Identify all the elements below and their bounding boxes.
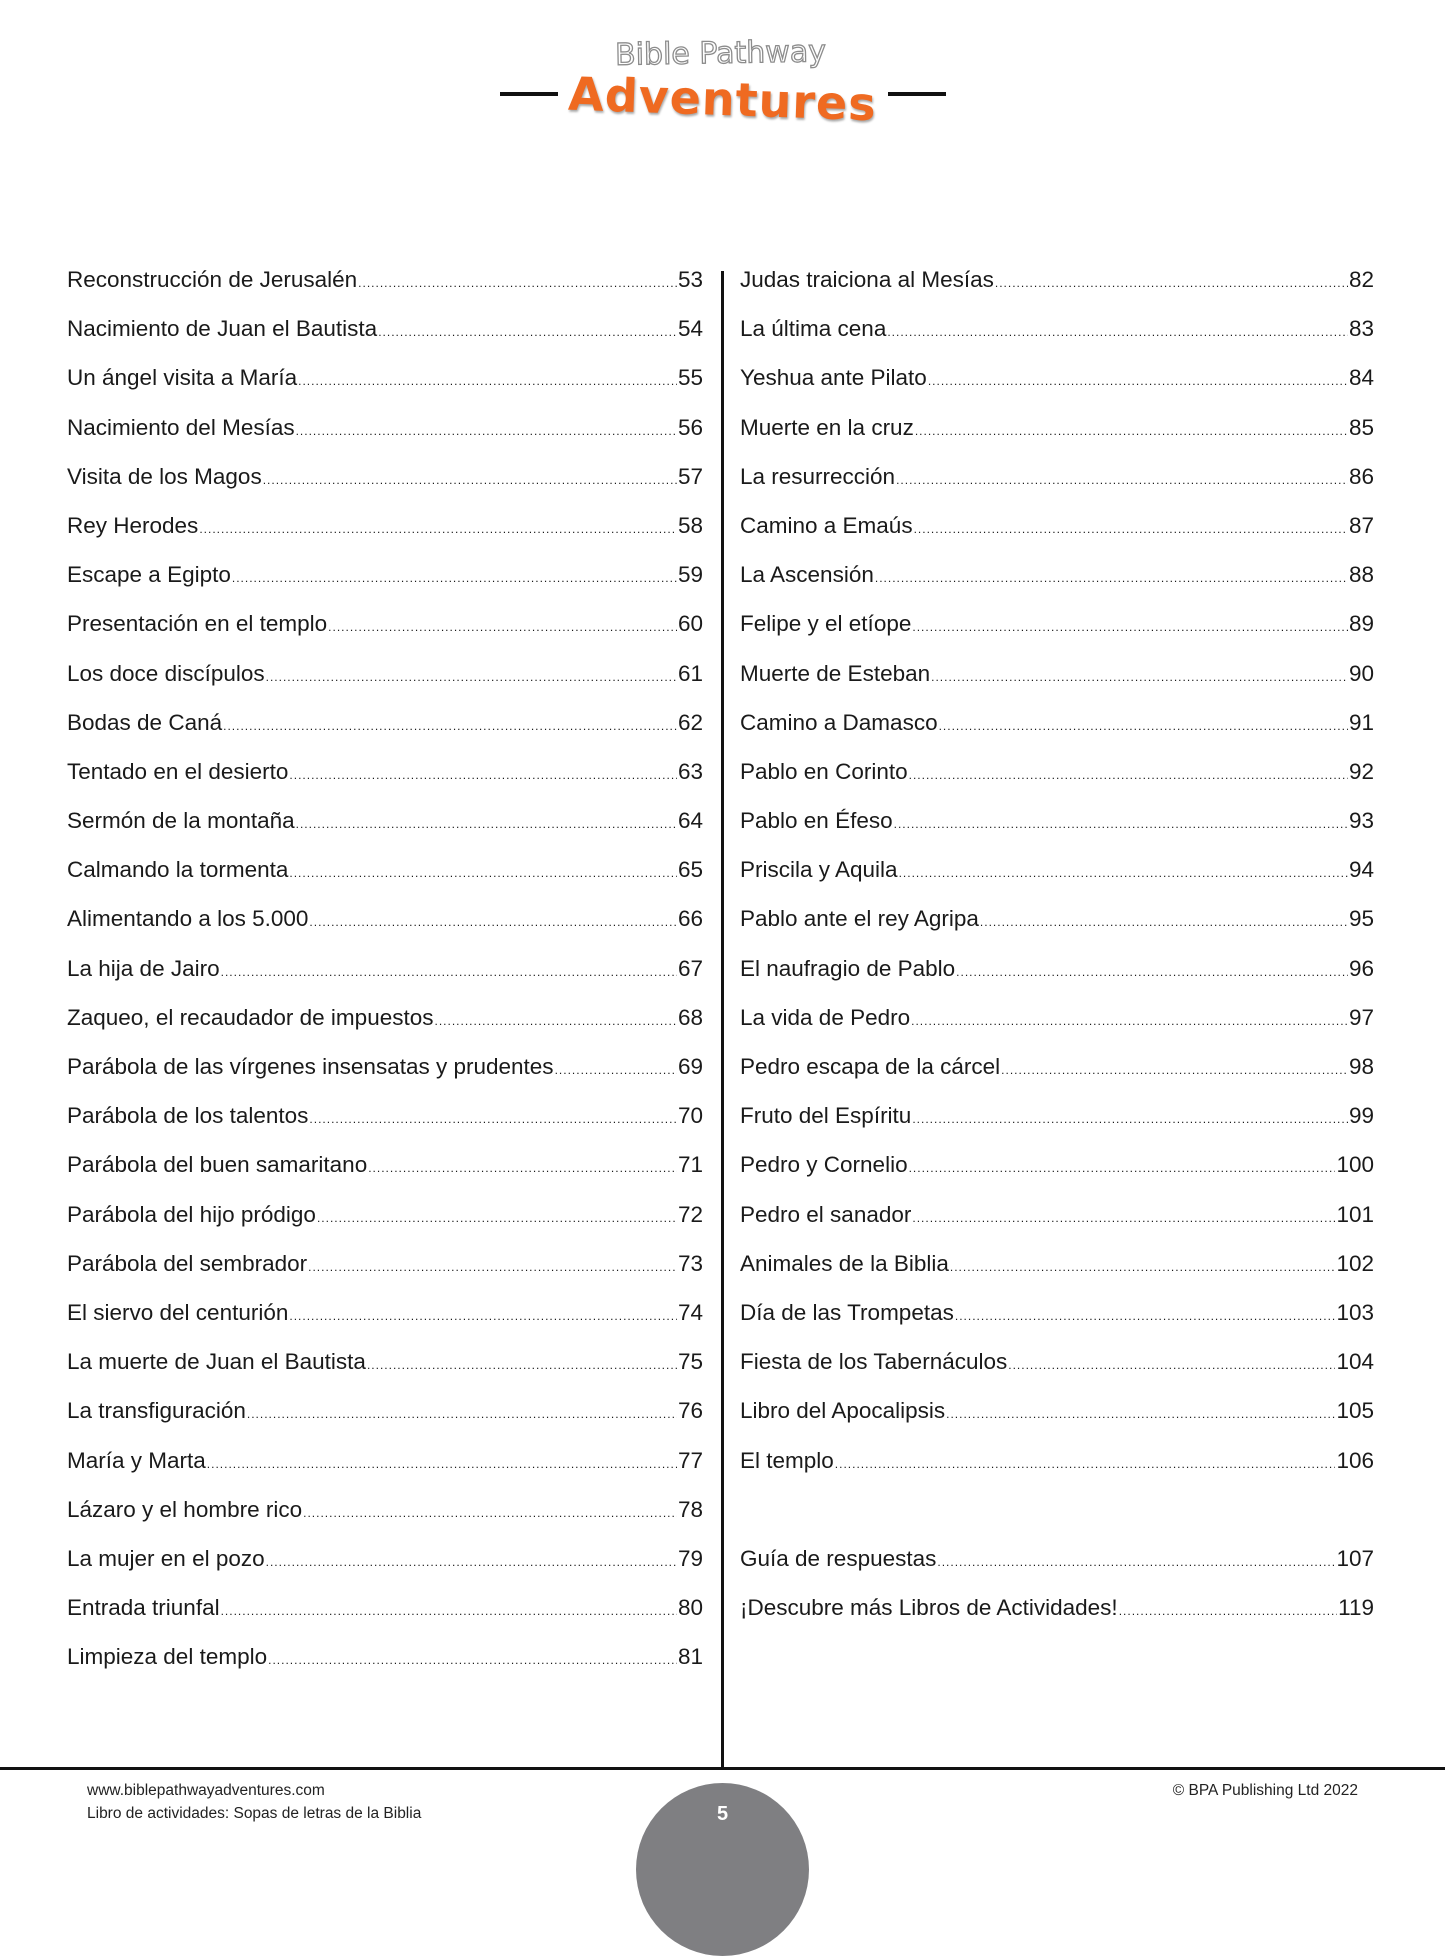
dot-leader: [308, 1249, 677, 1285]
dot-leader: [223, 708, 677, 744]
toc-entry-title: Limpieza del templo: [67, 1644, 268, 1670]
toc-entry-page: 95: [1348, 906, 1374, 932]
toc-entry[interactable]: [67, 1541, 703, 1590]
toc-entry-title: Yeshua ante Pilato: [740, 365, 927, 391]
toc-entry[interactable]: [67, 852, 703, 901]
toc-entry-title: La transfiguración: [67, 1398, 246, 1424]
dot-leader: [875, 560, 1348, 596]
toc-entry[interactable]: [740, 557, 1374, 606]
toc-entry[interactable]: [740, 1000, 1374, 1049]
dot-leader: [946, 1396, 1335, 1432]
toc-entry[interactable]: [67, 951, 703, 1000]
toc-entry-page: 82: [1348, 267, 1374, 292]
toc-entry[interactable]: [740, 1393, 1374, 1442]
toc-entry-title: Bodas de Caná: [67, 709, 223, 735]
toc-entry-page: 99: [1348, 1103, 1374, 1129]
toc-entry[interactable]: [740, 262, 1374, 311]
toc-entry-title: La resurrección: [740, 463, 896, 489]
toc-entry[interactable]: [67, 1295, 703, 1344]
dot-leader: [931, 659, 1348, 695]
toc-entry-title: La muerte de Juan el Bautista: [67, 1349, 366, 1375]
toc-entry[interactable]: [67, 1197, 703, 1246]
dot-leader: [199, 511, 677, 547]
toc-entry-title: Muerte en la cruz: [740, 414, 914, 440]
toc-entry[interactable]: [67, 1246, 703, 1295]
page-number: 5: [716, 1803, 729, 1825]
toc-entry-title: ¡Descubre más Libros de Actividades!: [740, 1595, 1118, 1621]
toc-entry-page: 72: [677, 1201, 703, 1227]
dot-leader: [298, 363, 677, 399]
toc-entry[interactable]: [740, 606, 1374, 655]
toc-entry-title: El siervo del centurión: [67, 1299, 289, 1325]
toc-entry-title: Felipe y el etíope: [740, 611, 912, 637]
dot-leader: [207, 1446, 677, 1482]
toc-entry-page: 63: [677, 758, 703, 784]
dot-leader: [912, 1200, 1335, 1236]
toc-entry-title: Alimentando a los 5.000: [67, 906, 309, 932]
toc-entry-title: Libro del Apocalipsis: [740, 1398, 946, 1424]
dot-leader: [995, 265, 1348, 301]
toc-entry-title: Muerte de Esteban: [740, 660, 931, 686]
toc-entry-page: 54: [677, 316, 703, 342]
dot-leader: [309, 1101, 677, 1137]
toc-entry-title: Parábola del sembrador: [67, 1250, 308, 1276]
toc-entry-title: Parábola del buen samaritano: [67, 1152, 368, 1178]
dot-leader: [835, 1446, 1336, 1482]
toc-entry-page: 57: [677, 463, 703, 489]
toc-entry-title: Tentado en el desierto: [67, 758, 289, 784]
toc-entry-page: 89: [1348, 611, 1374, 637]
dot-leader: [266, 1544, 677, 1580]
toc-entry-page: 68: [677, 1004, 703, 1030]
toc-entry-page: 78: [677, 1496, 703, 1522]
toc-entry-title: Parábola de los talentos: [67, 1103, 309, 1129]
toc-entry-title: Camino a Damasco: [740, 709, 938, 735]
toc-entry[interactable]: [740, 705, 1374, 754]
dot-leader: [899, 855, 1348, 891]
toc-entry[interactable]: [740, 1246, 1374, 1295]
toc-entry-page: 87: [1348, 512, 1374, 538]
logo-bible-pathway: Bible Pathway: [614, 34, 827, 73]
toc-entry[interactable]: [740, 1295, 1374, 1344]
toc-entry[interactable]: [740, 311, 1374, 360]
toc-entry[interactable]: [67, 360, 703, 409]
toc-entry-page: 79: [677, 1545, 703, 1571]
dot-leader: [912, 1101, 1348, 1137]
toc-entry-page: 101: [1336, 1201, 1374, 1227]
toc-entry[interactable]: [67, 1393, 703, 1442]
dot-leader: [368, 1150, 677, 1186]
toc-entry-title: Pedro escapa de la cárcel: [740, 1054, 1001, 1079]
dot-leader: [296, 413, 677, 449]
toc-left-column: [67, 262, 703, 1688]
dot-leader: [950, 1249, 1336, 1285]
dot-leader: [928, 363, 1348, 399]
toc-entry-title: Presentación en el templo: [67, 611, 328, 637]
toc-entry[interactable]: [740, 360, 1374, 409]
dot-leader: [221, 954, 677, 990]
toc-entry-title: Pablo en Éfeso: [740, 808, 893, 834]
toc-entry-title: Parábola de las vírgenes insensatas y prudentes: [67, 1054, 554, 1079]
toc-entry-page: 84: [1348, 365, 1374, 391]
toc-entry[interactable]: [67, 1344, 703, 1393]
dot-leader: [894, 806, 1348, 842]
toc-entry[interactable]: [67, 1049, 703, 1098]
header-rule-right: [888, 92, 946, 96]
toc-entry-page: 62: [677, 709, 703, 735]
dot-leader: [289, 1298, 677, 1334]
toc-entry-page: 100: [1336, 1152, 1374, 1178]
dot-leader: [221, 1593, 677, 1629]
toc-entry-page: 106: [1336, 1447, 1374, 1473]
toc-entry-page: 94: [1348, 857, 1374, 883]
toc-entry-page: 81: [677, 1644, 703, 1670]
toc-entry-title: Parábola del hijo pródigo: [67, 1201, 316, 1227]
toc-entry[interactable]: [67, 459, 703, 508]
toc-entry[interactable]: [67, 705, 703, 754]
toc-entry[interactable]: [740, 1344, 1374, 1393]
toc-entry-page: 58: [677, 512, 703, 538]
toc-entry[interactable]: [67, 1639, 703, 1688]
toc-entry[interactable]: [740, 1541, 1374, 1590]
toc-entry-page: 105: [1336, 1398, 1374, 1424]
toc-entry-title: Sermón de la montaña: [67, 808, 295, 834]
dot-leader: [1119, 1593, 1337, 1629]
toc-entry-title: Los doce discípulos: [67, 660, 265, 686]
toc-entry-page: 91: [1348, 709, 1374, 735]
toc-entry-page: 86: [1348, 463, 1374, 489]
column-divider: [721, 271, 724, 1769]
toc-entry[interactable]: [67, 901, 703, 950]
toc-entry[interactable]: [740, 1049, 1374, 1098]
toc-entry-title: La mujer en el pozo: [67, 1545, 265, 1571]
toc-entry-title: Fruto del Espíritu: [740, 1103, 912, 1129]
toc-entry[interactable]: [740, 1443, 1374, 1492]
toc-entry[interactable]: [67, 803, 703, 852]
logo-adventures: Adventures: [567, 66, 878, 132]
toc-entry-page: 60: [677, 611, 703, 637]
toc-entry[interactable]: [67, 1098, 703, 1147]
dot-leader: [1008, 1347, 1335, 1383]
dot-leader: [980, 904, 1348, 940]
toc-entry-page: 59: [677, 562, 703, 588]
dot-leader: [555, 1052, 677, 1088]
footer-copyright: © BPA Publishing Ltd 2022: [1172, 1782, 1358, 1799]
toc-entry-page: 76: [677, 1398, 703, 1424]
toc-entry-page: 61: [677, 660, 703, 686]
toc-gap: [740, 1492, 1374, 1541]
footer-website[interactable]: www.biblepathwayadventures.com: [87, 1782, 325, 1799]
toc-entry-title: Pedro y Cornelio: [740, 1152, 908, 1178]
toc-entry-page: 104: [1336, 1349, 1374, 1375]
toc-entry[interactable]: [740, 656, 1374, 705]
toc-entry[interactable]: [67, 557, 703, 606]
toc-entry-title: La vida de Pedro: [740, 1004, 911, 1030]
toc-entry[interactable]: [67, 1147, 703, 1196]
toc-entry[interactable]: [67, 754, 703, 803]
dot-leader: [303, 1495, 677, 1531]
footer-left: [87, 1779, 421, 1825]
toc-entry[interactable]: [740, 951, 1374, 1000]
toc-entry-page: 69: [677, 1054, 703, 1079]
toc-entry-page: 103: [1336, 1299, 1374, 1325]
toc-entry-page: 64: [677, 808, 703, 834]
toc-entry-title: Pedro el sanador: [740, 1201, 912, 1227]
dot-leader: [915, 413, 1348, 449]
toc-entry-page: 73: [677, 1250, 703, 1276]
toc-entry-page: 66: [677, 906, 703, 932]
toc-entry-page: 75: [677, 1349, 703, 1375]
toc-entry-title: María y Marta: [67, 1447, 206, 1473]
dot-leader: [911, 1003, 1348, 1039]
toc-entry-title: Pablo ante el rey Agripa: [740, 906, 979, 932]
toc-entry-title: Reconstrucción de Jerusalén: [67, 267, 358, 292]
toc-entry-title: La hija de Jairo: [67, 955, 220, 981]
toc-entry-title: Guía de respuestas: [740, 1545, 937, 1571]
toc-entry-title: Calmando la tormenta: [67, 857, 289, 883]
toc-entry[interactable]: [67, 262, 703, 311]
dot-leader: [896, 462, 1348, 498]
toc-entry-title: Priscila y Aquila: [740, 857, 898, 883]
toc-entry[interactable]: [740, 1098, 1374, 1147]
dot-leader: [956, 954, 1348, 990]
dot-leader: [309, 904, 677, 940]
dot-leader: [887, 314, 1348, 350]
toc-entry-page: 67: [677, 955, 703, 981]
dot-leader: [378, 314, 677, 350]
toc-entry[interactable]: [740, 1590, 1374, 1639]
toc-entry[interactable]: [740, 1197, 1374, 1246]
footer-book-title: Libro de actividades: Sopas de letras de la Biblia: [87, 1805, 422, 1822]
toc-entry[interactable]: [740, 803, 1374, 852]
dot-leader: [296, 806, 677, 842]
toc-entry-title: La última cena: [740, 316, 887, 342]
header: [0, 0, 1445, 150]
dot-leader: [939, 708, 1348, 744]
toc-entry-page: 93: [1348, 808, 1374, 834]
toc-entry[interactable]: [740, 901, 1374, 950]
toc-entry-page: 85: [1348, 414, 1374, 440]
toc-entry-page: 77: [677, 1447, 703, 1473]
toc-entry-title: Lázaro y el hombre rico: [67, 1496, 303, 1522]
toc-entry[interactable]: [67, 1443, 703, 1492]
toc-entry[interactable]: [740, 1147, 1374, 1196]
toc-entry[interactable]: [740, 410, 1374, 459]
toc-entry-title: Zaqueo, el recaudador de impuestos: [67, 1004, 434, 1030]
toc-entry[interactable]: [67, 410, 703, 459]
toc-entry[interactable]: [67, 606, 703, 655]
toc-entry-title: Un ángel visita a María: [67, 365, 298, 391]
toc-entry-title: Visita de los Magos: [67, 463, 262, 489]
toc-entry-page: 53: [677, 267, 703, 292]
toc-entry[interactable]: [740, 508, 1374, 557]
dot-leader: [232, 560, 677, 596]
toc-entry-page: 88: [1348, 562, 1374, 588]
dot-leader: [1001, 1052, 1348, 1088]
toc-entry-page: 97: [1348, 1004, 1374, 1030]
dot-leader: [955, 1298, 1336, 1334]
toc-right-column: [740, 262, 1374, 1639]
toc-entry[interactable]: [740, 852, 1374, 901]
toc-entry-title: Escape a Egipto: [67, 562, 231, 588]
toc-entry-page: 92: [1348, 758, 1374, 784]
toc-entry-page: 90: [1348, 660, 1374, 686]
toc-entry[interactable]: [67, 508, 703, 557]
toc-entry-page: 80: [677, 1595, 703, 1621]
toc-entry-page: 96: [1348, 955, 1374, 981]
dot-leader: [317, 1200, 677, 1236]
dot-leader: [367, 1347, 677, 1383]
dot-leader: [912, 609, 1348, 645]
toc-entry-page: 119: [1338, 1595, 1374, 1621]
toc-entry[interactable]: [740, 754, 1374, 803]
toc-entry[interactable]: [67, 1492, 703, 1541]
dot-leader: [268, 1642, 677, 1678]
dot-leader: [937, 1544, 1335, 1580]
toc-entry[interactable]: [67, 1590, 703, 1639]
toc-entry-page: 55: [677, 365, 703, 391]
toc-entry-page: 107: [1336, 1545, 1374, 1571]
toc-entry-page: 65: [677, 857, 703, 883]
footer-rule: [0, 1767, 1445, 1770]
toc-entry-title: La Ascensión: [740, 562, 874, 588]
toc-entry-title: Día de las Trompetas: [740, 1299, 954, 1325]
dot-leader: [914, 511, 1348, 547]
toc-entry-page: 83: [1348, 316, 1374, 342]
toc-entry-title: El naufragio de Pablo: [740, 955, 956, 981]
toc-entry-title: Fiesta de los Tabernáculos: [740, 1349, 1008, 1375]
toc-entry-title: Camino a Emaús: [740, 512, 913, 538]
dot-leader: [263, 462, 677, 498]
toc-entry[interactable]: [67, 1000, 703, 1049]
toc-entry-title: El templo: [740, 1447, 834, 1473]
toc-entry-title: Entrada triunfal: [67, 1595, 220, 1621]
toc-entry-page: 70: [677, 1103, 703, 1129]
toc-entry[interactable]: [67, 656, 703, 705]
toc-entry-page: 71: [677, 1152, 703, 1178]
toc-entry-title: Rey Herodes: [67, 512, 199, 538]
dot-leader: [289, 855, 677, 891]
toc-entry-title: Judas traiciona al Mesías: [740, 267, 994, 292]
toc-entry-page: 56: [677, 414, 703, 440]
toc-entry-title: Pablo en Corinto: [740, 758, 908, 784]
toc-entry[interactable]: [67, 311, 703, 360]
toc-entry-page: 74: [677, 1299, 703, 1325]
dot-leader: [289, 757, 677, 793]
dot-leader: [358, 265, 677, 301]
dot-leader: [266, 659, 677, 695]
toc-entry[interactable]: [740, 459, 1374, 508]
dot-leader: [434, 1003, 676, 1039]
dot-leader: [909, 1150, 1336, 1186]
dot-leader: [909, 757, 1348, 793]
dot-leader: [328, 609, 677, 645]
toc-entry-title: Nacimiento del Mesías: [67, 414, 295, 440]
toc-entry-title: Nacimiento de Juan el Bautista: [67, 316, 378, 342]
toc-entry-page: 98: [1348, 1054, 1374, 1079]
dot-leader: [247, 1396, 677, 1432]
toc-entry-title: Animales de la Biblia: [740, 1250, 949, 1276]
toc-entry-page: 102: [1336, 1250, 1374, 1276]
